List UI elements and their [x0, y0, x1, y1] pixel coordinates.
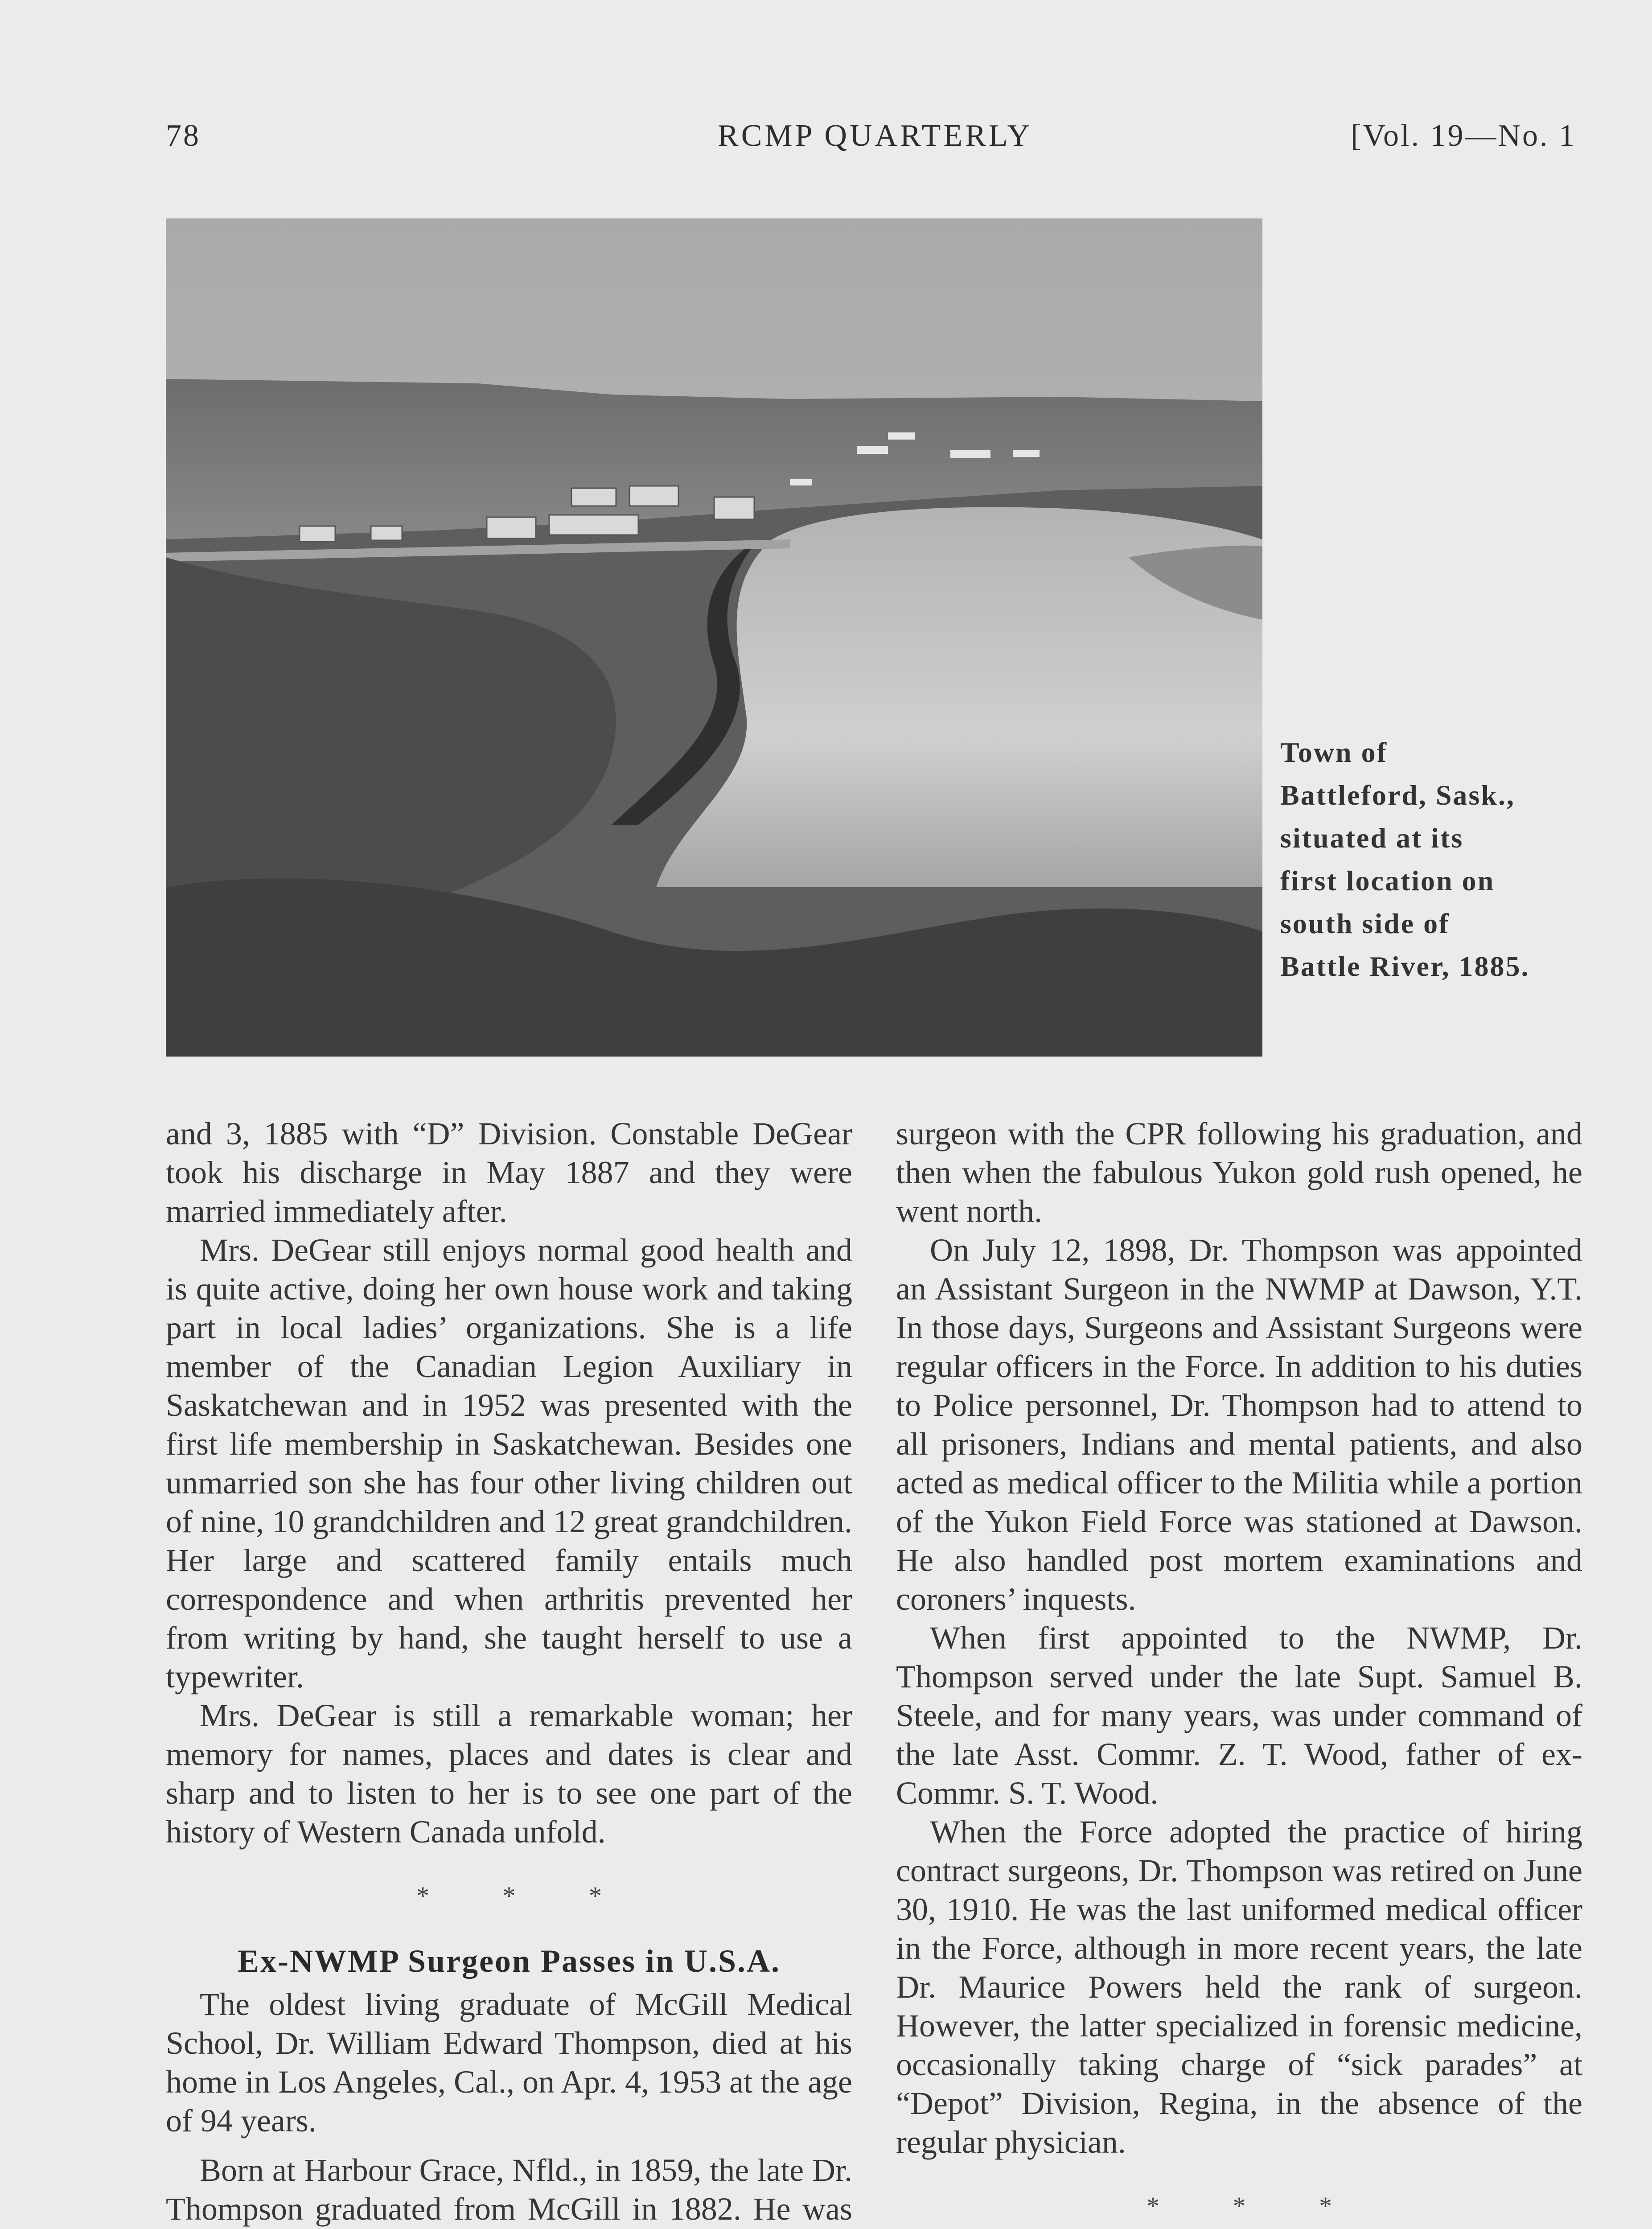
battleford-photo	[166, 218, 1262, 1057]
article-paragraph: The oldest living graduate of McGill Medical School, Dr. William Edward Thompson, died at his home in Los Angeles, Cal., on Apr. 4, 1953 at the age of 94 years.	[166, 1986, 852, 2139]
section-heading: Ex-NWMP Surgeon Passes in U.S.A.	[237, 1943, 781, 1979]
article-paragraph: When the Force adopted the practice of hiring contract surgeons, Dr. Thompson was retired on June 30, 1910. He was the last uniformed medical officer in the Force, although in more recent years, the late Dr. Maurice Powers held the rank of surgeon. However, the latter specialized in forensic medicine, occasionally taking charge of “sick parades” at “Depot” Division, Regina, in the absence of the regular physician.	[896, 1814, 1582, 2160]
photo-caption: Town of Battleford, Sask., situated at its first location on south side of Battle River, 1885.	[1280, 736, 1530, 982]
left-column	[166, 1114, 852, 2229]
section-separator: * * *	[416, 1881, 602, 1910]
section-separator: * * *	[1147, 2192, 1332, 2221]
article-paragraph: When first appointed to the NWMP, Dr. Thompson served under the late Supt. Samuel B. Steele, and for many years, was under command of the late Asst. Commr. Z. T. Wood, father of ex-Commr. S. T. Wood.	[896, 1620, 1582, 1811]
journal-title: RCMP QUARTERLY	[718, 119, 1033, 153]
article-paragraph: Mrs. DeGear is still a remarkable woman; her memory for names, places and dates is clear and sharp and to listen to her is to see one part of the history of Western Canada unfold.	[166, 1698, 852, 1850]
article-paragraph: and 3, 1885 with “D” Division. Constable DeGear took his discharge in May 1887 and they were married immediately after.	[166, 1116, 852, 1229]
right-column	[896, 1114, 1582, 2229]
article-paragraph: surgeon with the CPR following his graduation, and then when the fabulous Yukon gold rush opened, he went north.	[896, 1116, 1582, 1229]
article-paragraph: Born at Harbour Grace, Nfld., in 1859, the late Dr. Thompson graduated from McGill in 1882. He was	[166, 2152, 852, 2227]
page-number: 78	[166, 119, 201, 153]
article-paragraph: On July 12, 1898, Dr. Thompson was appointed an Assistant Surgeon in the NWMP at Dawson, Y.T. In those days, Surgeons and Assistant Surgeons were regular officers in the Force. In addition to his duties to Police personnel, Dr. Thompson had to attend to all prisoners, Indians and mental patients, and also acted as medical officer to the Militia while a portion of the Yukon Field Force was stationed at Dawson. He also handled post mortem examinations and coroners’ inquests.	[896, 1232, 1582, 1617]
article-paragraph: Mrs. DeGear still enjoys normal good health and is quite active, doing her own house work and taking part in local ladies’ organizations. She is a life member of the Canadian Legion Auxiliary in Saskatchewan and in 1952 was presented with the first life membership in Saskatchewan. Besides one unmarried son she has four other living children out of nine, 10 grandchildren and 12 great grandchildren. Her large and scattered family entails much correspondence and when arthritis prevented her from writing by hand, she taught herself to use a typewriter.	[166, 1232, 852, 1694]
issue-info: [Vol. 19—No. 1	[1351, 119, 1576, 153]
